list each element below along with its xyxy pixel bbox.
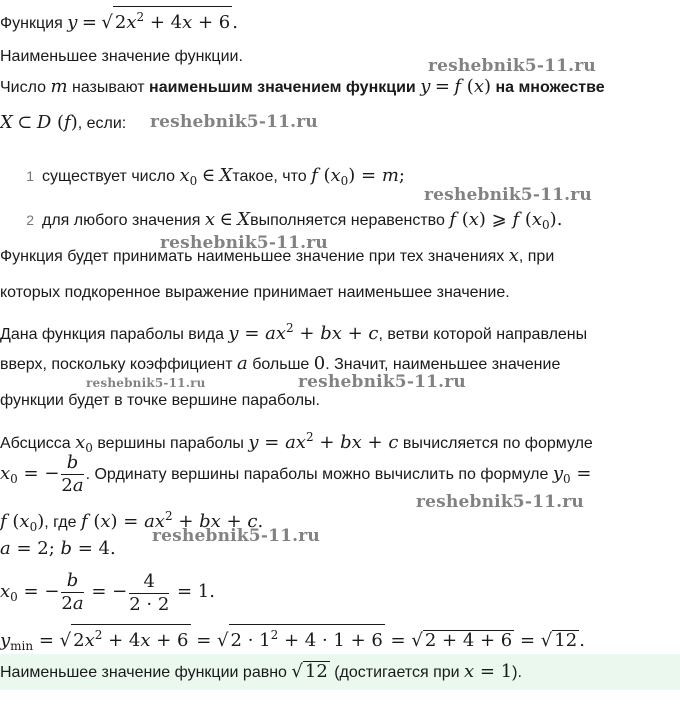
line-paragraph-2: которых подкоренное выражение принимает наименьшее значение. [0, 284, 510, 301]
line-abscissa: Абсцисса $x_0$ вершины параболы $y = ax^2$ + bx + c вычисляется по формуле [0, 430, 593, 455]
line-ymin-calc: $y_{min}$ = √ $2x^2 + 4x + 6$ = √ $2 \cdot 1^2 + 4 \cdot 1 + 6$ = √ 2 + 4 + 6 = √ 12 . [0, 624, 585, 657]
list-item-2: 2 для любого значения x ∈ Xвыполняется неравенство f (x) ⩾ f $(x_0)$. [26, 209, 563, 232]
watermark: reshebnik5-11.ru [424, 185, 592, 205]
line-x0-calc: $x_0$ = − $\frac{b}{2a}$ = − $\frac{4}{2 \cdot 2}$ = 1. [0, 570, 215, 615]
line-vertex-formula: $x_0$ = − $\frac{b}{2a}$ . Ординату вершины параболы можно вычислить по формуле $y_0$ = [0, 452, 592, 496]
list-item-1: 1 существует число $x_0$ ∈ Xтакое, что f $(x_0) = m$; [26, 165, 405, 188]
line-f-x0: f $(x_0)$, где f $(x) = ax^2$ + bx + c. [0, 509, 264, 534]
line-vertex: функции будет в точке вершине параболы. [0, 392, 320, 409]
watermark: reshebnik5-11.ru [298, 372, 466, 392]
watermark: reshebnik5-11.ru [86, 376, 206, 390]
line-answer: Наименьшее значение функции равно √ 12 (достигается при x = 1). [0, 661, 522, 682]
fraction-b-2a: $\frac{b}{2a}$ [61, 452, 84, 496]
watermark: reshebnik5-11.ru [152, 526, 320, 546]
line-parabola: Дана функция параболы вида $y = ax^2$ + bx + c, ветви которой направлены [0, 321, 588, 344]
line-definition: Число m называют наименьшим значением функции y = f (x) на множестве [0, 76, 605, 97]
line-paragraph-1: Функция будет принимать наименьшее значение при тех значениях x, при [0, 245, 555, 266]
watermark: reshebnik5-11.ru [160, 233, 328, 253]
watermark: reshebnik5-11.ru [428, 56, 596, 76]
line-set: X ⊂ D (f), если: [0, 112, 127, 133]
line-function-def: Функция y = √ $2x^2 + 4x + 6$ . [0, 6, 238, 35]
line-values-ab: a = 2; b = 4. [0, 538, 116, 559]
sqrt-expression: √ $2x^2 + 4x + 6$ [101, 6, 232, 35]
line-coefficient: вверх, поскольку коэффициент a больше 0. Значит, наименьшее значение [0, 353, 561, 374]
watermark: reshebnik5-11.ru [150, 112, 318, 132]
watermark: reshebnik5-11.ru [416, 492, 584, 512]
line-heading: Наименьшее значение функции. [0, 48, 243, 65]
